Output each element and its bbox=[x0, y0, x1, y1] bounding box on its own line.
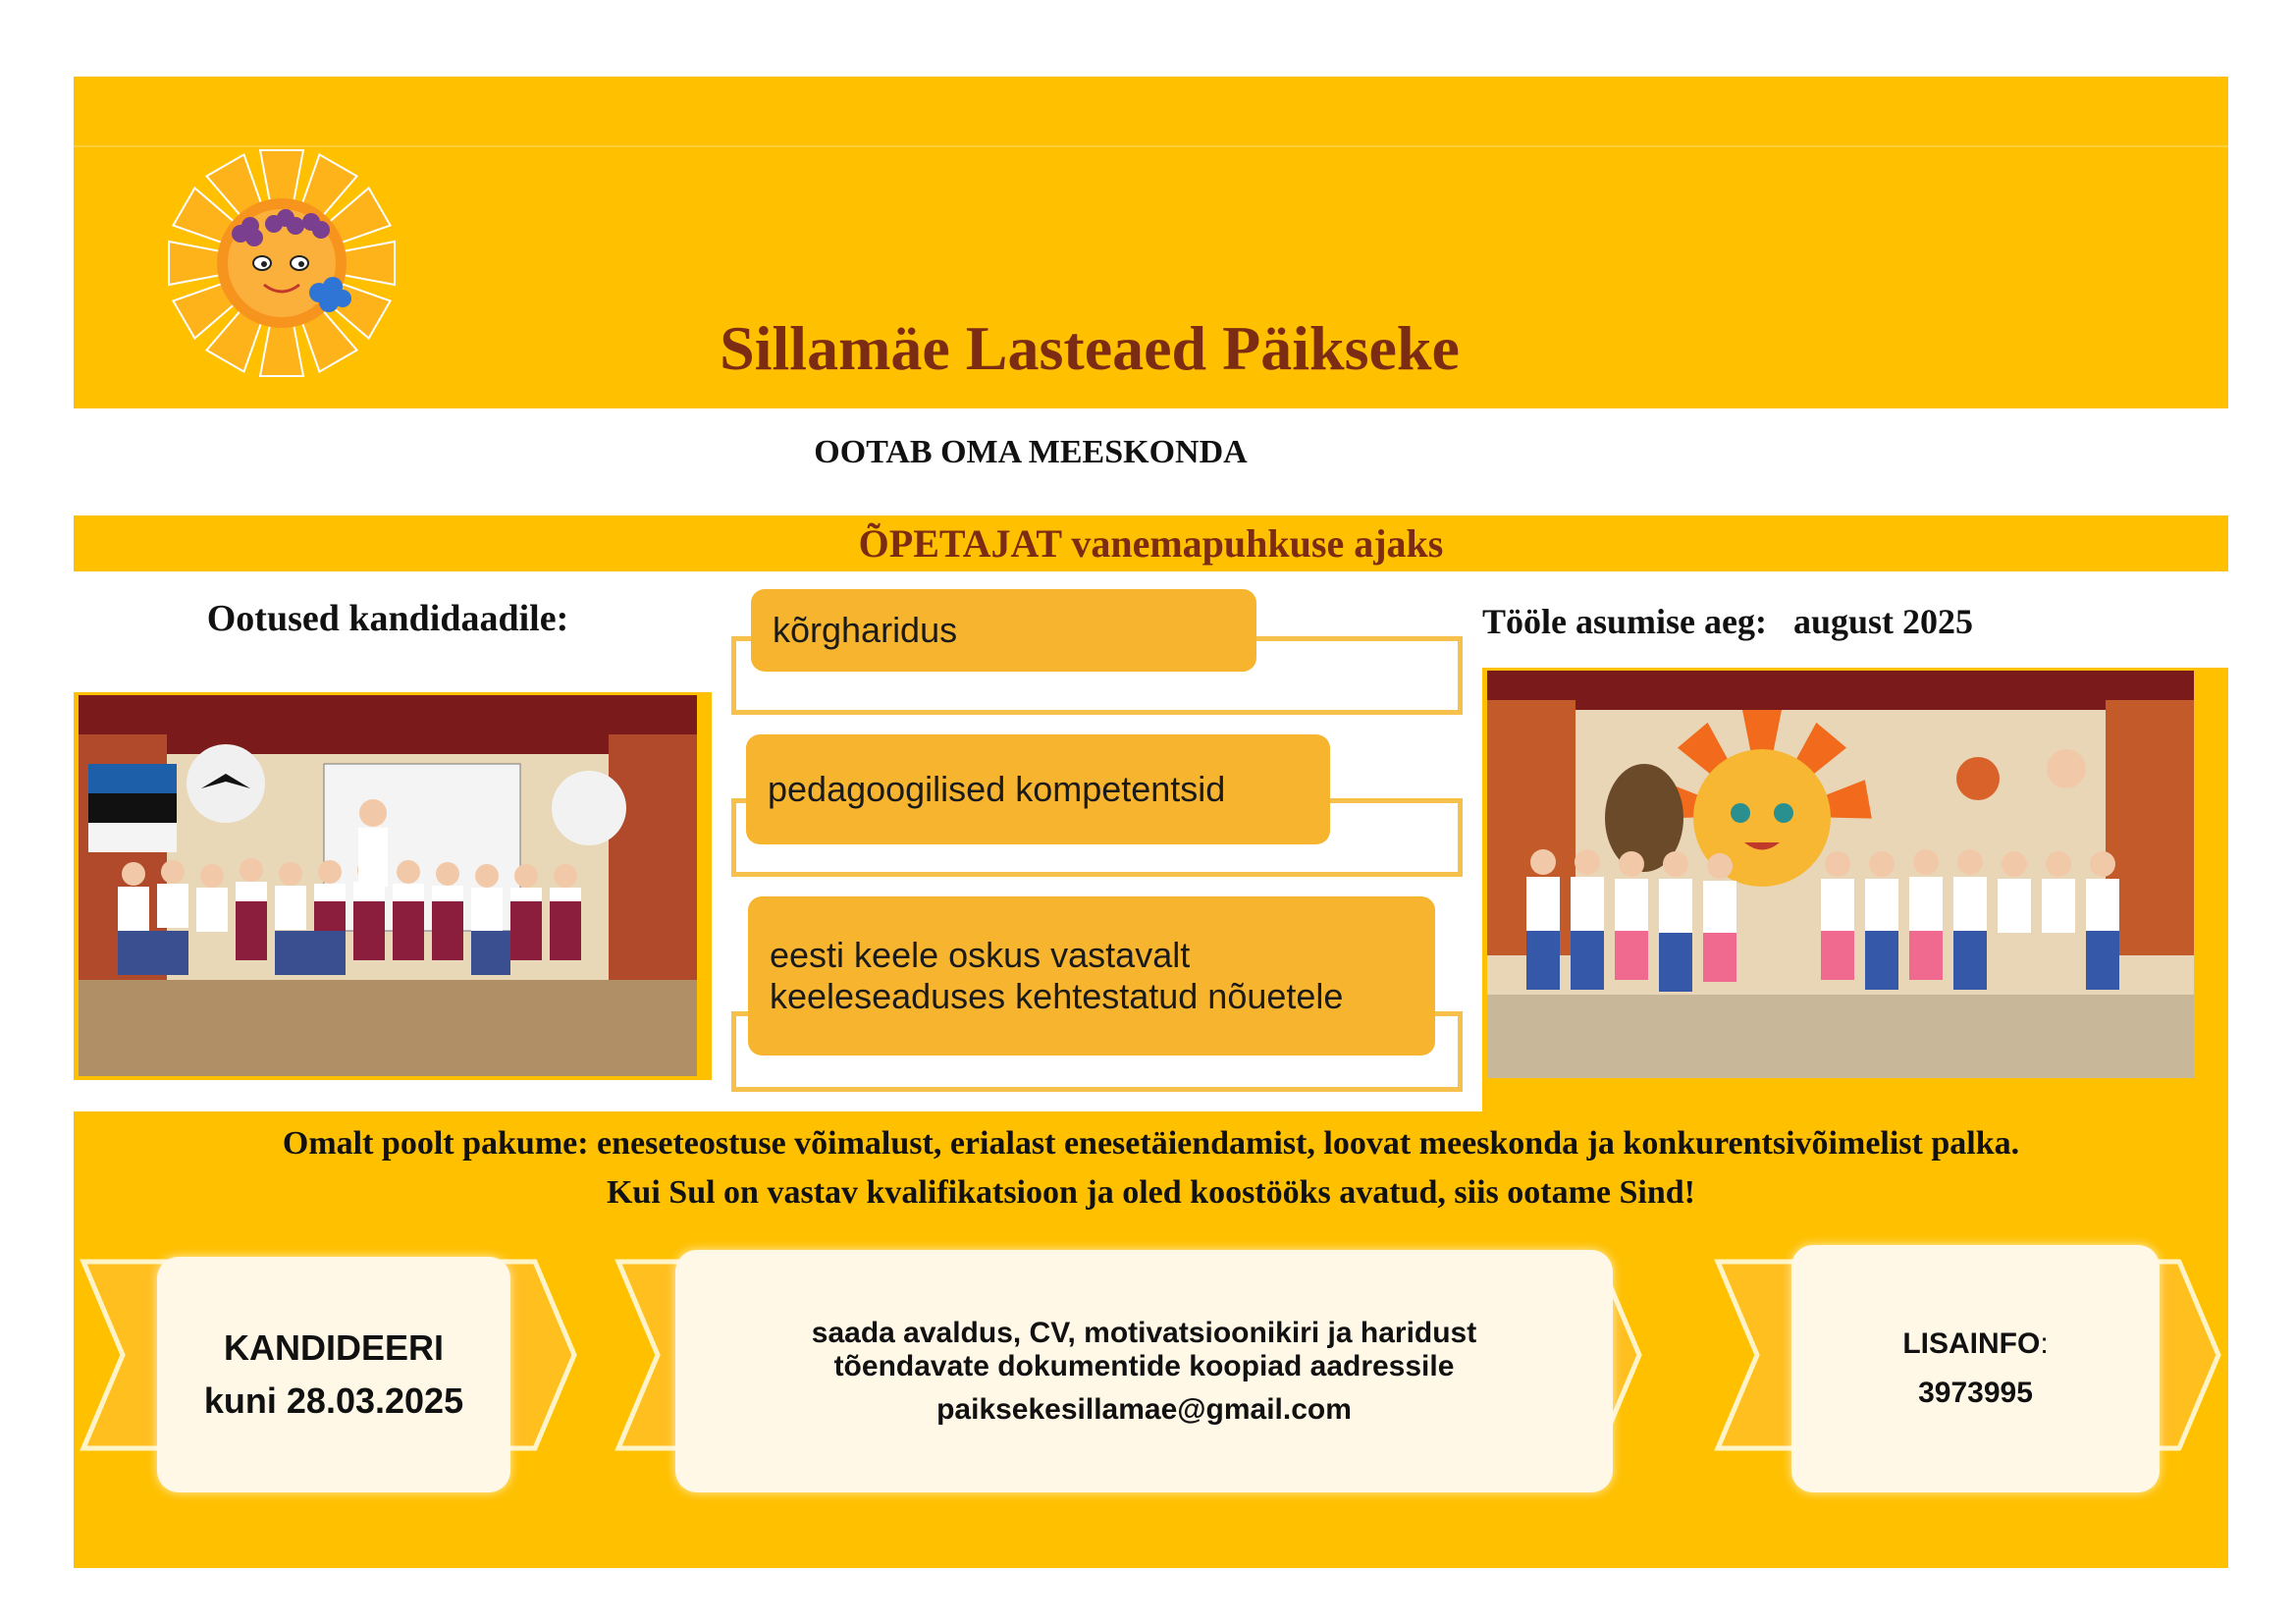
requirement-item bbox=[748, 896, 1435, 1056]
requirement-item bbox=[751, 589, 1256, 672]
requirement-text: pedagoogilised kompetentsid bbox=[768, 769, 1226, 809]
info-card bbox=[1791, 1245, 2160, 1492]
offer-line: Omalt poolt pakume: eneseteostuse võimalust, erialast enesetäiendamist, loovat meeskonda ja konkurentsivõimelist palka. bbox=[282, 1125, 2020, 1162]
send-card bbox=[675, 1250, 1613, 1492]
apply-card bbox=[157, 1257, 510, 1492]
send-instructions: tõendavate dokumentide koopiad aadressile bbox=[833, 1349, 1455, 1382]
send-instructions: saada avaldus, CV, motivatsioonikiri ja haridust bbox=[811, 1316, 1477, 1349]
apply-deadline: kuni 28.03.2025 bbox=[203, 1380, 464, 1421]
email-address: paiksekesillamae@gmail.com bbox=[936, 1392, 1352, 1426]
requirement-text: eesti keele oskus vastavalt keeleseaduses kehtestatud nõuetele bbox=[770, 935, 1344, 1016]
info-label-row bbox=[1902, 1327, 2048, 1361]
start-date: Tööle asumise aeg: august 2025 bbox=[1482, 602, 1974, 641]
position-heading: ÕPETAJAT vanemapuhkuse ajaks bbox=[74, 515, 2228, 571]
subtitle: OOTAB OMA MEESKONDA bbox=[814, 434, 1248, 470]
children-photo-right bbox=[1487, 671, 2194, 1078]
children-photo-left bbox=[79, 695, 697, 1076]
info-label: LISAINFO bbox=[1902, 1327, 2041, 1360]
offer-text bbox=[74, 1119, 2228, 1218]
info-colon: : bbox=[2040, 1327, 2049, 1360]
requirement-text: kõrgharidus bbox=[773, 610, 958, 650]
page-title: Sillamäe Lasteaed Päikseke bbox=[720, 313, 1460, 383]
offer-line: Kui Sul on vastav kvalifikatsioon ja oled koostööks avatud, siis ootame Sind! bbox=[606, 1174, 1696, 1211]
expectations-heading: Ootused kandidaadile: bbox=[206, 598, 569, 639]
phone-number: 3973995 bbox=[1918, 1377, 2033, 1409]
sun-logo bbox=[152, 147, 417, 378]
apply-title: KANDIDEERI bbox=[223, 1327, 444, 1368]
requirement-item bbox=[746, 734, 1330, 844]
